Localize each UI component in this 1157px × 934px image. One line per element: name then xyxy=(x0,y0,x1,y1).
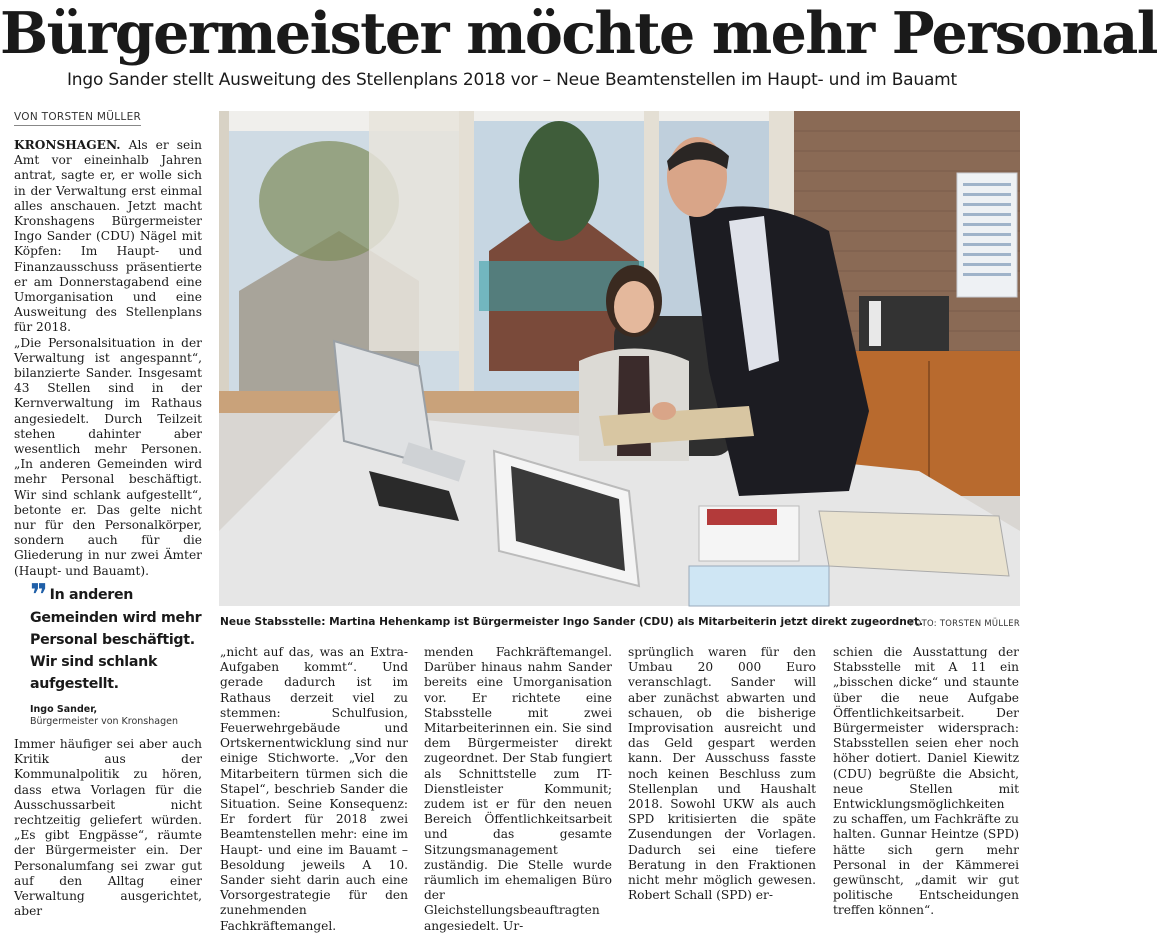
article-byline: VON TORSTEN MÜLLER xyxy=(14,110,141,126)
man-hand xyxy=(652,402,676,420)
photo-credit: FOTO: TORSTEN MÜLLER xyxy=(909,618,1020,628)
dateline: KRONSHAGEN. xyxy=(14,138,121,152)
intro-paragraph-2: „Die Personalsituation in der Verwaltung ist angespannt“, bilanzierte Sander. Insgesamt 43 Stellen sind in der Kernverwaltung im Rathaus angesiedelt. Durch Teilzeit stehen dahinter aber wesentlich mehr Personen. „In anderen Gemeinden wird mehr Personal beschäftigt. Wir sind schlank aufgestellt“, betonte er. Das gelte nicht nur für den Personalkörper, sondern auch für die Gliederung in nur zwei Ämter (Haupt- und Bauamt). xyxy=(14,335,202,578)
article-headline: Bürgermeister möchte mehr Personal xyxy=(0,0,1157,67)
woman-face xyxy=(614,281,654,333)
pull-quote-role: Bürgermeister von Kronshagen xyxy=(30,716,178,727)
body-text-2: „nicht auf das, was an Extra-Aufgaben kommt“. Und gerade dadurch ist im Rathaus derzeit viel zu stemmen: Schulfusion, Feuerwehrgebäude und Ortskernentwicklung sind nur einige Stichworte. „Vor den Mitarbeitern türmen sich die Stapel“, beschrieb Sander die Situation. Seine Konsequenz: Er fordert für 2018 zwei Beamtenstellen mehr: eine im Haupt- und eine im Bauamt – Besoldung jeweils A 10. Sander sieht darin auch eine Vorsorgestrategie für den zunehmenden Fachkräftemangel. xyxy=(220,645,408,933)
pull-quote-text-wrap xyxy=(30,578,206,695)
intro-text-1: Als er sein Amt vor eineinhalb Jahren antrat, sagte er, er wolle sich in der Verwaltung erst einmal alles anschauen. Jetzt macht Kronshagens Bürgermeister Ingo Sander (CDU) Nägel mit Köpfen: Im Haupt- und Finanzausschuss präsentierte er am Donnerstagabend eine Umorganisation und eine Ausweitung des Stellenplans für 2018. xyxy=(14,138,202,335)
pull-quote xyxy=(30,578,206,728)
body-text-5: schien die Ausstattung der Stabsstelle mit A 11 ein „bisschen dicke“ und staunte über die neue Aufgabe Öffentlichkeitsarbeit. Der Bürgermeister widersprach: Stabsstellen seien eher noch höher dotiert. Daniel Kiewitz (CDU) begrüßte die Absicht, neue Stellen mit Entwicklungsmöglichkeiten zu schaffen, um Fachkräfte zu halten. Gunnar Heintze (SPD) hätte sich gern mehr Personal in der Kämmerei gewünscht, „damit wir gut politische Entscheidungen treffen können“. xyxy=(833,645,1019,918)
photo-caption: Neue Stabsstelle: Martina Hehenkamp ist Bürgermeister Ingo Sander (CDU) als Mitarbeiterin jetzt direkt zugeordnet. xyxy=(220,616,924,628)
article-subheadline: Ingo Sander stellt Ausweitung des Stellenplans 2018 vor – Neue Beamtenstellen im Haupt- und im Bauamt xyxy=(66,70,958,90)
window-blind xyxy=(369,111,459,351)
body-text-1: Immer häufiger sei aber auch Kritik aus der Kommunalpolitik zu hören, dass etwa Vorlagen für die Ausschussarbeit nicht rechtzeitig geliefert würden. „Es gibt Engpässe“, räumte der Bürgermeister ein. Der Personalumfang sei zwar gut auf den Alltag einer Verwaltung ausgerichtet, aber xyxy=(14,737,202,919)
article-photo xyxy=(219,111,1020,606)
body-column-4 xyxy=(628,645,816,903)
intro-column xyxy=(14,138,202,578)
pull-quote-author: Ingo Sander, xyxy=(30,704,98,715)
pull-quote-text: In anderen Gemeinden wird mehr Personal beschäftigt. Wir sind schlank aufgestellt. xyxy=(30,587,202,692)
intro-paragraph-1 xyxy=(14,138,202,336)
body-column-2 xyxy=(220,645,408,933)
body-text-4: sprünglich waren für den Umbau 20 000 Euro veranschlagt. Sander will aber zunächst abwarten und schauen, ob die bisherige Improvisation ausreicht und das Geld gespart werden kann. Der Ausschuss fasste noch keinen Beschluss zum Stellenplan und Haushalt 2018. Sowohl UKW als auch SPD kritisierten die späte Zusendungen der Vorlagen. Dadurch sei eine tiefere Beratung in den Fraktionen nicht mehr möglich gewesen. Robert Schall (SPD) er- xyxy=(628,645,816,903)
body-column-5 xyxy=(833,645,1019,918)
tree-2 xyxy=(519,121,599,241)
blue-folder xyxy=(689,566,829,606)
body-text-3: menden Fachkräftemangel. Darüber hinaus nahm Sander bereits eine Umorganisation vor. Er richtete eine Stabsstelle mit zwei Mitarbeiterinnen ein. Sie sind dem Bürgermeister direkt zugeordnet. Der Stab fungiert als Schnittstelle zum IT-Dienstleister Kommunit; zudem ist er für den neuen Bereich Öffentlichkeitsarbeit und das gesamte Sitzungsmanagement zuständig. Die Stelle wurde räumlich im ehemaligen Büro der Gleichstellungsbeauftragten angesiedelt. Ur- xyxy=(424,645,612,933)
photo-illustration xyxy=(219,111,1020,606)
body-column-1 xyxy=(14,737,202,919)
body-column-3 xyxy=(424,645,612,933)
quote-mark-icon: ❞ xyxy=(30,578,46,613)
document-folder xyxy=(819,511,1009,576)
